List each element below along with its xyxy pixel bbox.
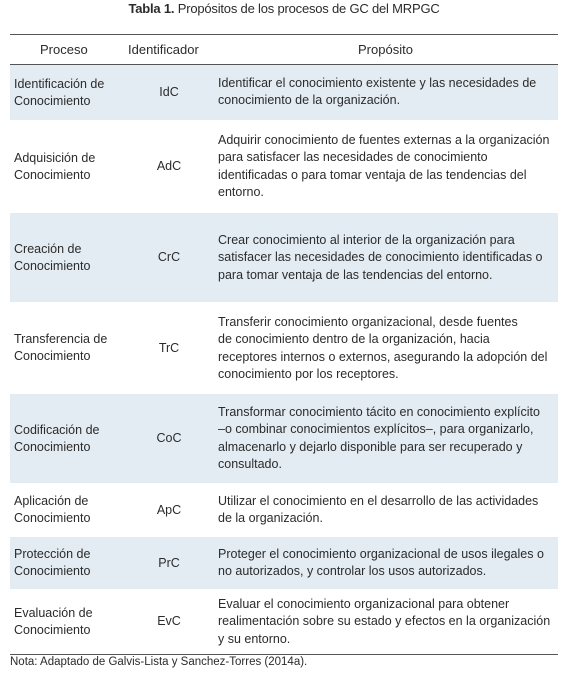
cell-proceso-line: Aplicación de [14, 494, 89, 508]
cell-proceso-line: Conocimiento [14, 623, 91, 637]
table-caption [0, 0, 568, 18]
cell-proposito-line: receptores internos o externos, asegurando la adopción del [218, 349, 548, 364]
cell-identificador: ApC [156, 503, 182, 517]
cell-proposito [218, 132, 554, 201]
cell-proposito [218, 546, 554, 581]
cell-proposito [218, 596, 554, 648]
cell-proceso-line: Adquisición de [14, 151, 96, 165]
cell-proposito-line: identificadas o para tomar ventaja de las tendencias del [218, 167, 527, 182]
header-proceso: Proceso [40, 42, 88, 57]
cell-proceso [14, 76, 132, 110]
cell-proposito [218, 493, 554, 528]
header-identificador: Identificador [128, 42, 199, 57]
table-row [10, 65, 558, 121]
cell-identificador: CrC [157, 250, 181, 264]
cell-proposito-line: Proteger el conocimiento organizacional de usos ilegales o [218, 547, 544, 561]
cell-identificador: IdC [159, 85, 179, 99]
cell-proposito-line: Transformar conocimiento tácito en conocimiento explícito [218, 405, 540, 419]
cell-proceso-line: Evaluación de [14, 606, 93, 620]
cell-proposito-line: Utilizar el conocimiento en el desarrollo de las actividades [218, 494, 539, 508]
cell-proposito-line: satisfacer las necesidades de conocimiento identificadas o [218, 250, 543, 265]
table-row [10, 394, 558, 484]
cell-proposito-line: Adquirir conocimiento de fuentes externas a la organización [218, 133, 550, 147]
cell-proposito-line: no autorizados, y controlar los usos autorizados. [218, 564, 487, 579]
cell-proposito-line: Crear conocimiento al interior de la organización para [218, 233, 515, 247]
cell-identificador: EvC [157, 614, 181, 628]
cell-proposito-line: Identificar el conocimiento existente y las necesidades de [218, 76, 537, 90]
cell-proceso [14, 241, 132, 275]
cell-proceso-line: Conocimiento [14, 259, 91, 273]
table-body [10, 65, 558, 654]
cell-proposito-line: para tomar ventaja de las tendencias del entorno. [218, 267, 493, 282]
table-row [10, 484, 558, 537]
cell-identificador: PrC [158, 556, 180, 570]
table-note: Nota: Adaptado de Galvis-Lista y Sanchez-Torres (2014a). [10, 656, 308, 668]
cell-proposito-line: realimentación sobre su estado y efectos en la organización [218, 614, 551, 629]
cell-proceso-line: Conocimiento [14, 349, 91, 363]
cell-identificador: AdC [156, 159, 182, 173]
cell-proposito-line: consultado. [218, 456, 282, 471]
cell-proceso-line: Conocimiento [14, 564, 91, 578]
cell-proposito-line: y su entorno. [218, 631, 291, 646]
table-row [10, 537, 558, 590]
cell-identificador: TrC [158, 341, 180, 355]
cell-proceso [14, 493, 132, 527]
cell-proceso [14, 546, 132, 580]
table-row [10, 590, 558, 654]
cell-proposito-line: de conocimiento dentro de la organización, hacia [218, 332, 490, 347]
table-row [10, 121, 558, 213]
cell-identificador: CoC [156, 431, 182, 445]
cell-proceso-line: Creación de [14, 242, 82, 256]
cell-proceso-line: Identificación de [14, 77, 105, 91]
cell-proceso [14, 150, 132, 184]
cell-proceso-line: Conocimiento [14, 440, 91, 454]
cell-proposito-line: entorno. [218, 184, 264, 199]
cell-proposito-line: de la organización. [218, 511, 323, 526]
cell-proceso-line: Protección de [14, 547, 91, 561]
cell-proposito [218, 232, 554, 284]
cell-proceso-line: Conocimiento [14, 168, 91, 182]
cell-proposito-line: Evaluar el conocimiento organizacional para obtener [218, 597, 510, 611]
table-row [10, 303, 558, 394]
cell-proceso-line: Codificación de [14, 423, 100, 437]
cell-proceso [14, 605, 132, 639]
cell-proceso-line: Transferencia de [14, 332, 108, 346]
cell-proposito-line: conocimiento por los receptores. [218, 366, 399, 381]
cell-proposito [218, 404, 554, 473]
processes-table [10, 34, 558, 655]
caption-text: Propósitos de los procesos de GC del MRPGC [177, 1, 440, 16]
cell-proposito-line: Transferir conocimiento organizacional, desde fuentes [218, 315, 518, 329]
cell-proposito [218, 75, 554, 110]
header-proposito: Propósito [358, 42, 413, 57]
cell-proposito-line: almacenarlo y dejarlo disponible para ser recuperado y [218, 439, 523, 454]
table-row [10, 213, 558, 303]
cell-proceso [14, 422, 132, 456]
cell-proposito-line: conocimiento de la organización. [218, 93, 401, 108]
caption-label: Tabla 1. [128, 1, 175, 16]
cell-proceso-line: Conocimiento [14, 94, 91, 108]
cell-proposito-line: –o combinar conocimientos explícitos–, para organizarlo, [218, 422, 534, 437]
table-header [10, 34, 558, 65]
cell-proposito [218, 314, 554, 383]
cell-proposito-line: para satisfacer las necesidades de conocimiento [218, 150, 488, 165]
cell-proceso-line: Conocimiento [14, 511, 91, 525]
cell-proceso [14, 331, 132, 365]
